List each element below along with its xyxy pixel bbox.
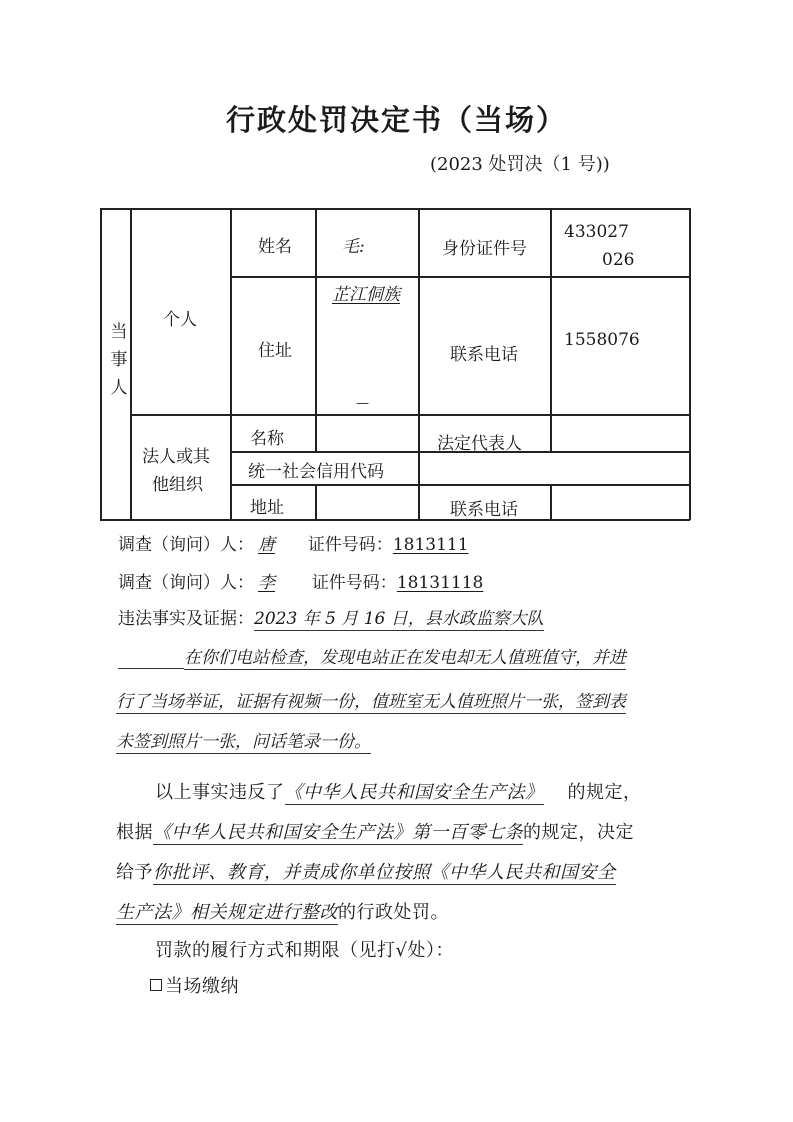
phone-label: 联系电话 [450,345,518,365]
org-address-label: 地址 [250,498,284,518]
checkbox-icon[interactable] [150,979,162,991]
payment-heading: 罚款的履行方式和期限（见打√处）： [155,940,454,961]
credit-code-label: 统一社会信用代码 [248,462,384,482]
address-value: 芷江侗族 [332,285,400,305]
facts-line-4: 未签到照片一张，问话笔录一份。 [116,732,371,752]
individual-label: 个人 [163,310,197,330]
party-info-table [100,208,690,520]
document-title: 行政处罚决定书（当场） [225,103,567,137]
name-label: 姓名 [258,237,292,257]
org-label-line2: 他组织 [152,475,203,495]
org-phone-label: 联系电话 [450,500,518,520]
investigator-row-2: 调查（询问）人： 李 证件号码：18131118 [118,573,484,593]
decision-line-3: 给予你批评、教育，并责成你单位按照《中华人民共和国安全 [116,862,616,883]
document-number: (2023 处罚决（1 号)) [430,154,610,175]
address-label: 住址 [258,341,292,361]
party-label: 当事人 [110,322,128,398]
decision-line-1: 以上事实违反了《中华人民共和国安全生产法》 的规定， [155,782,642,803]
facts-line-3: 行了当场举证，证据有视频一份，值班室无人值班照片一张，签到表 [116,692,626,712]
legal-rep-label: 法定代表人 [437,434,522,454]
payment-option-onsite[interactable]: 当场缴纳 [150,972,239,998]
investigator-row-1: 调查（询问）人： 唐 证件号码：1813111 [118,535,469,555]
facts-line-2: 在你们电站检查，发现电站正在发电却无人值班值守，并进 [118,643,678,669]
decision-line-4: 生产法》相关规定进行整改的行政处罚。 [116,902,449,923]
decision-line-2: 根据《中华人民共和国安全生产法》第一百零七条的规定，决定 [116,822,634,843]
phone-value: 1558076 [564,330,640,350]
org-label-line1: 法人或其 [142,447,210,467]
id-value-line1: 433027 [564,222,629,242]
org-name-label: 名称 [250,429,284,449]
id-label: 身份证件号 [442,239,527,259]
address-mark: — [356,396,369,411]
facts-line-1: 违法事实及证据：2023 年 5 月 16 日，县水政监察大队 [118,609,544,629]
id-value-line2: 026 [602,250,635,270]
name-value: 毛: [342,237,365,257]
